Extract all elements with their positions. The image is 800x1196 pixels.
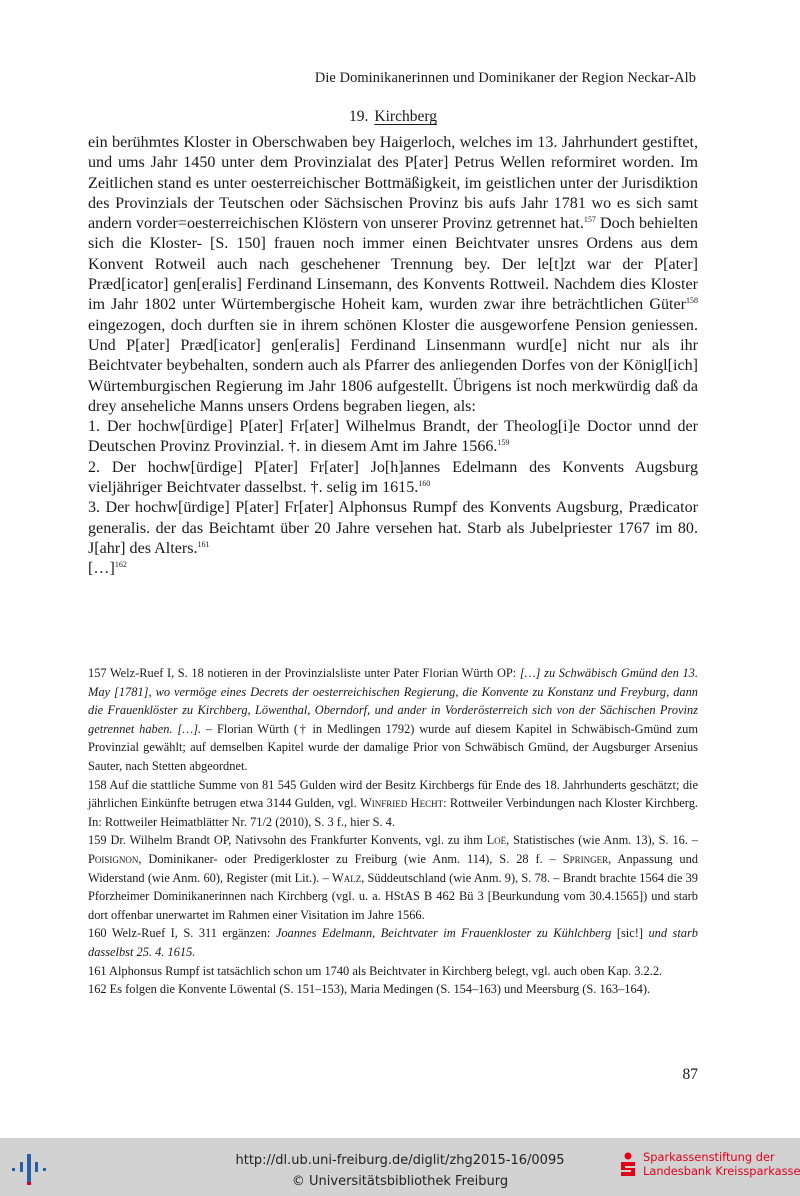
- sparkasse-logo-graphic: [618, 1152, 638, 1178]
- text-run: ein berühmtes Kloster in Oberschwaben bey Haigerloch, welches im 13. Jahrhundert gestiftet, und ums Jahr 1450 unter dem Provinzialat des P[ater] Petrus Wellen reformiret worden. Im Zeitlichen stand es unter oesterreichischer Bottmäßigkeit, im geistlichen unter der Jurisdiktion des Provinzials der Teutschen oder Sächsischen Provinz bis aufs Jahr 1781 wo es sich samt andern vorder=oesterreichischen Klöstern von unserer Provinz getrennet hat.: [88, 134, 698, 233]
- text-run: 3. Der hochw[ürdige] P[ater] Fr[ater] Alphonsus Rumpf des Konvents Augsburg, Prædicator generalis. der das Beichtamt über 20 Jahre versehen hat. Starb als Jubelpriester 1767 im 80. J[ahr] des Alters.: [88, 499, 698, 557]
- section-title: [88, 108, 698, 126]
- sponsor-text: [643, 1150, 800, 1178]
- running-head: Die Dominikanerinnen und Dominikaner der Region Neckar-Alb: [314, 70, 696, 86]
- list-item-1: [88, 417, 698, 458]
- text-run: , Anpassung und Widerstand (wie Anm. 60), Register (mit Lit.). –: [88, 851, 699, 885]
- text-run: 1. Der hochw[ürdige] P[ater] Fr[ater] Wilhelmus Brandt, der Theolog[i]e Doctor unnd der Deutschen Provinz Provinzial. †. in diesem Amt im Jahre 1566.: [88, 418, 698, 456]
- footer-copyright: © Universitätsbibliothek Freiburg: [291, 1174, 509, 1189]
- text-run: 158 Auf die stattliche Summe von 81 545 Gulden wird der Besitz Kirchbergs für Ende des 18. Jahrhunderts geschätzt; die jährlichen Einkünfte betrugen etwa 3144 Gulden, vgl.: [88, 777, 698, 811]
- text-run: 160 Welz-Ruef I, S. 311 ergänzen:: [88, 926, 276, 941]
- footnote-ref-159: 159: [497, 438, 510, 448]
- text-run: Doch behielten sich die Kloster- [S. 150] frauen noch immer einen Beichtvater unsres Ordens aus dem Konvent Rotweil auch nach geschehener Trennung bey. Der le[t]zt war der P[ater] Præd[icator] gen[eralis] Ferdinand Linsemann, des Konvents Rottweil. Nachdem dies Kloster im Jahr 1802 unter Würtembergische Hoheit kam, wurden zwar ihre beträchtlichen Güter: [88, 215, 698, 314]
- sponsor-line-2: Landesbank Kreissparkasse: [643, 1164, 800, 1178]
- text-run: 2. Der hochw[ürdige] P[ater] Fr[ater] Jo[h]annes Edelmann des Konvents Augsburg vieljähriger Beichtvater dasselbst. †. selig im 1615.: [88, 458, 698, 497]
- list-item-2: [88, 458, 698, 499]
- italic-quote: […] zu Schwäbisch Gmünd den 13. May [1781], wo vermöge eines Decrets der oesterreichischen Regierung, die Konvente zu Konstanz und Freyburg, dann die Frauenklöster zu Kirchberg, Löwenthal, Oberndorf, und ander in Vorderösterreich sich von der Sächischen Provinz getrennet haben. […].: [88, 666, 698, 736]
- author-name: Poisignon: [88, 851, 139, 866]
- text-run: 157 Welz-Ruef I, S. 18 notieren in der Provinzialsliste unter Pater Florian Würth OP:: [88, 666, 520, 680]
- text-run: : Rottweiler Verbindungen nach Kloster Kirchberg. In: Rottweiler Heimatblätter Nr. 71/2 (2010), S. 3 f., hier S. 4.: [88, 796, 698, 829]
- footnote-ref-162: 162: [114, 560, 127, 570]
- footnotes: [88, 664, 698, 999]
- author-name: Springer: [562, 851, 609, 866]
- sparkasse-logo-icon: [618, 1152, 638, 1183]
- footnote-ref-161: 161: [197, 539, 210, 549]
- section-name: Kirchberg: [374, 108, 437, 125]
- footnote-161: 161 Alphonsus Rumpf ist tatsächlich schon um 1740 als Beichtvater in Kirchberg belegt, vgl. auch oben Kap. 3.2.2.: [88, 963, 663, 978]
- footnote-ref-157: 157: [583, 215, 596, 225]
- ellipsis-line: [88, 559, 698, 579]
- text-run: , Statistisches (wie Anm. 13), S. 16. –: [506, 833, 698, 848]
- footnote-159: [88, 831, 698, 924]
- text-run: , Dominikaner- oder Predigerkloster zu Freiburg (wie Anm. 114), S. 28 f. –: [138, 851, 563, 866]
- footnote-157: [88, 664, 698, 776]
- footer-url[interactable]: http://dl.ub.uni-freiburg.de/diglit/zhg2015-16/0095: [235, 1153, 565, 1168]
- section-number: 19.: [349, 108, 369, 125]
- text-run: – Florian Würth († in Medlingen 1792) wurde auf diesem Kapitel in Schwäbisch-Gmünd zum Provinzial gewählt; auf demselben Kapitel wurde der damalige Prior von Schwäbisch Gmünd, der Augsburger Arsenius Sauter, nach Stetten abgeordnet.: [88, 721, 698, 773]
- footnote-ref-160: 160: [418, 479, 431, 489]
- author-name: Winfried Hecht: [360, 796, 444, 811]
- italic-quote: und starb dasselbst 25. 4. 1615.: [88, 926, 698, 959]
- footnote-162: 162 Es folgen die Konvente Löwental (S. 151–153), Maria Medingen (S. 154–163) und Meersburg (S. 163–164).: [88, 982, 651, 997]
- footer-bar: [0, 1138, 800, 1196]
- author-name: Walz: [332, 870, 362, 885]
- footnote-158: [88, 776, 698, 832]
- page-number: 87: [682, 1066, 698, 1083]
- sponsor-line-1: Sparkassenstiftung der: [643, 1150, 775, 1164]
- italic-quote: Joannes Edelmann, Beichtvater im Frauenkloster zu Kühlchberg: [275, 926, 612, 941]
- footnote-ref-158: 158: [686, 296, 698, 306]
- text-run: [sic!]: [611, 926, 649, 941]
- author-name: Loë: [486, 833, 507, 848]
- text-run: , Süddeutschland (wie Anm. 9), S. 78. – Brandt brachte 1564 die 39 Pforzheimer Dominikanerinnen nach Kirchberg (vgl. u. a. HStAS B 462 Bü 3 [Beurkundung vom 30.4.1565]) und starb dort offenbar unerwartet im Rahmen einer Visitation im Jahre 1566.: [88, 870, 699, 922]
- main-paragraph: [88, 133, 698, 417]
- text-run: […]: [88, 560, 115, 578]
- text-run: eingezogen, doch durften sie in ihrem schönen Kloster die ausgeworfene Pension geniessen. Und P[ater] Præd[icator] gen[eralis] Ferdinand Linsenmann wurd[e] nicht nur als ihr Beichtvater beybehalten, sondern auch als Pfarrer des anliegenden Dorfes von der Königl[ich] Würtemburgischen Regierung im Jahr 1806 aufgestellt. Übrigens ist noch merkwürdig daß da drey anseheliche Manns unsers Ordens begraben liegen, als:: [88, 316, 698, 415]
- text-run: 159 Dr. Wilhelm Brandt OP, Nativsohn des Frankfurter Konvents, vgl. zu ihm: [88, 833, 487, 848]
- main-text: [88, 133, 698, 580]
- list-item-3: [88, 498, 698, 559]
- footnote-160: [88, 924, 698, 961]
